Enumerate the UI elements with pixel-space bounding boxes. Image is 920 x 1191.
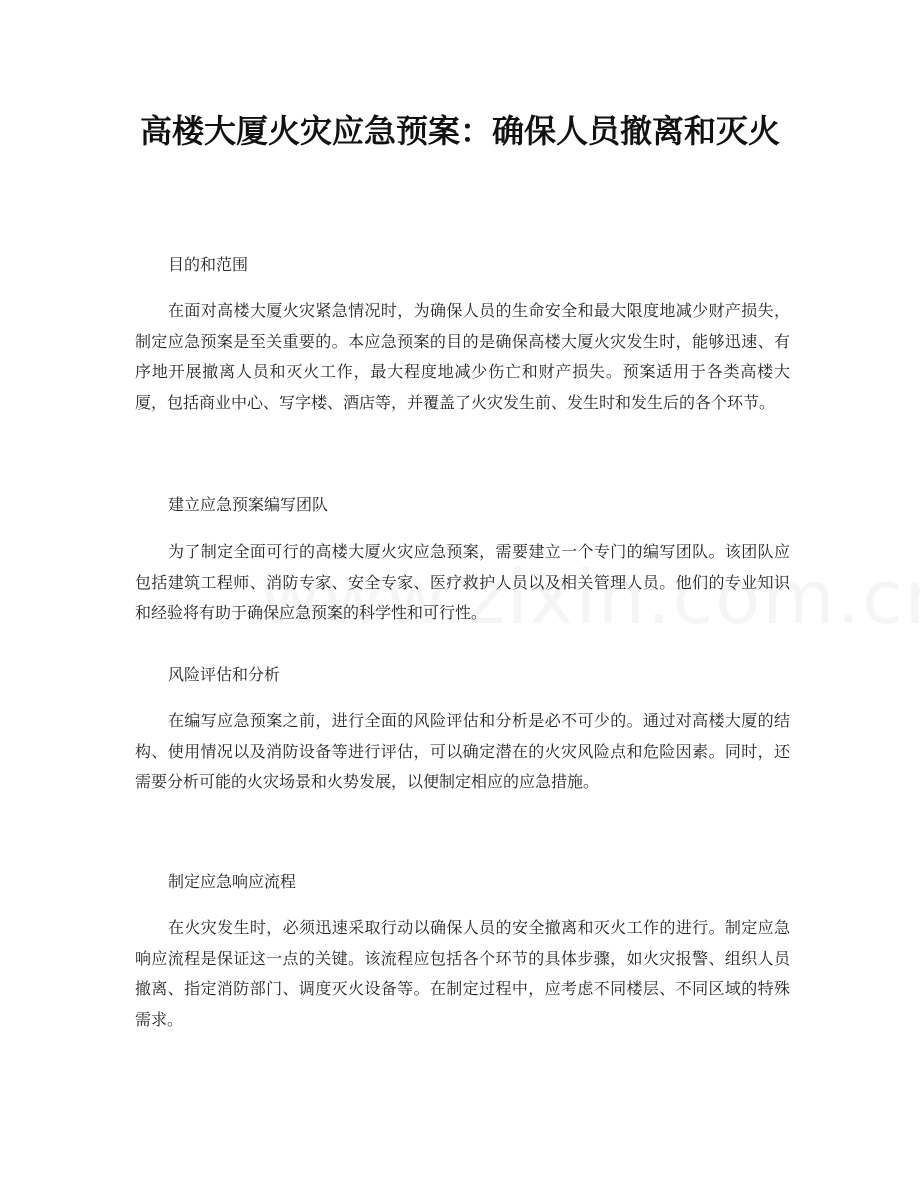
section-body-team: 为了制定全面可行的高楼大厦火灾应急预案，需要建立一个专门的编写团队。该团队应包括建筑工程师、消防专家、安全专家、医疗救护人员以及相关管理人员。他们的专业知识和经验将有助于确保应急预案的科学性和可行性。 — [135, 542, 790, 622]
section-heading-risk: 风险评估和分析 — [168, 665, 281, 684]
section-body-response: 在火灾发生时，必须迅速采取行动以确保人员的安全撤离和灭火工作的进行。制定应急响应流程是保证这一点的关键。该流程应包括各个环节的具体步骤，如火灾报警、组织人员撤离、指定消防部门、调度灭火设备等。在制定过程中，应考虑不同楼层、不同区域的特殊需求。 — [135, 918, 790, 1029]
section-heading-response: 制定应急响应流程 — [168, 872, 297, 891]
section-heading-team: 建立应急预案编写团队 — [168, 495, 329, 514]
section-heading-purpose: 目的和范围 — [168, 255, 249, 274]
document-title: 高楼大厦火灾应急预案：确保人员撤离和灭火 — [139, 112, 780, 150]
section-body-risk: 在编写应急预案之前，进行全面的风险评估和分析是必不可少的。通过对高楼大厦的结构、使用情况以及消防设备等进行评估，可以确定潜在的火灾风险点和危险因素。同时，还需要分析可能的火灾场景和火势发展，以便制定相应的应急措施。 — [135, 711, 790, 791]
section-body-purpose: 在面对高楼大厦火灾紧急情况时，为确保人员的生命安全和最大限度地减少财产损失，制定应急预案是至关重要的。本应急预案的目的是确保高楼大厦火灾发生时，能够迅速、有序地开展撤离人员和灭火工作，最大程度地减少伤亡和财产损失。预案适用于各类高楼大厦，包括商业中心、写字楼、酒店等，并覆盖了火灾发生前、发生时和发生后的各个环节。 — [135, 301, 790, 412]
